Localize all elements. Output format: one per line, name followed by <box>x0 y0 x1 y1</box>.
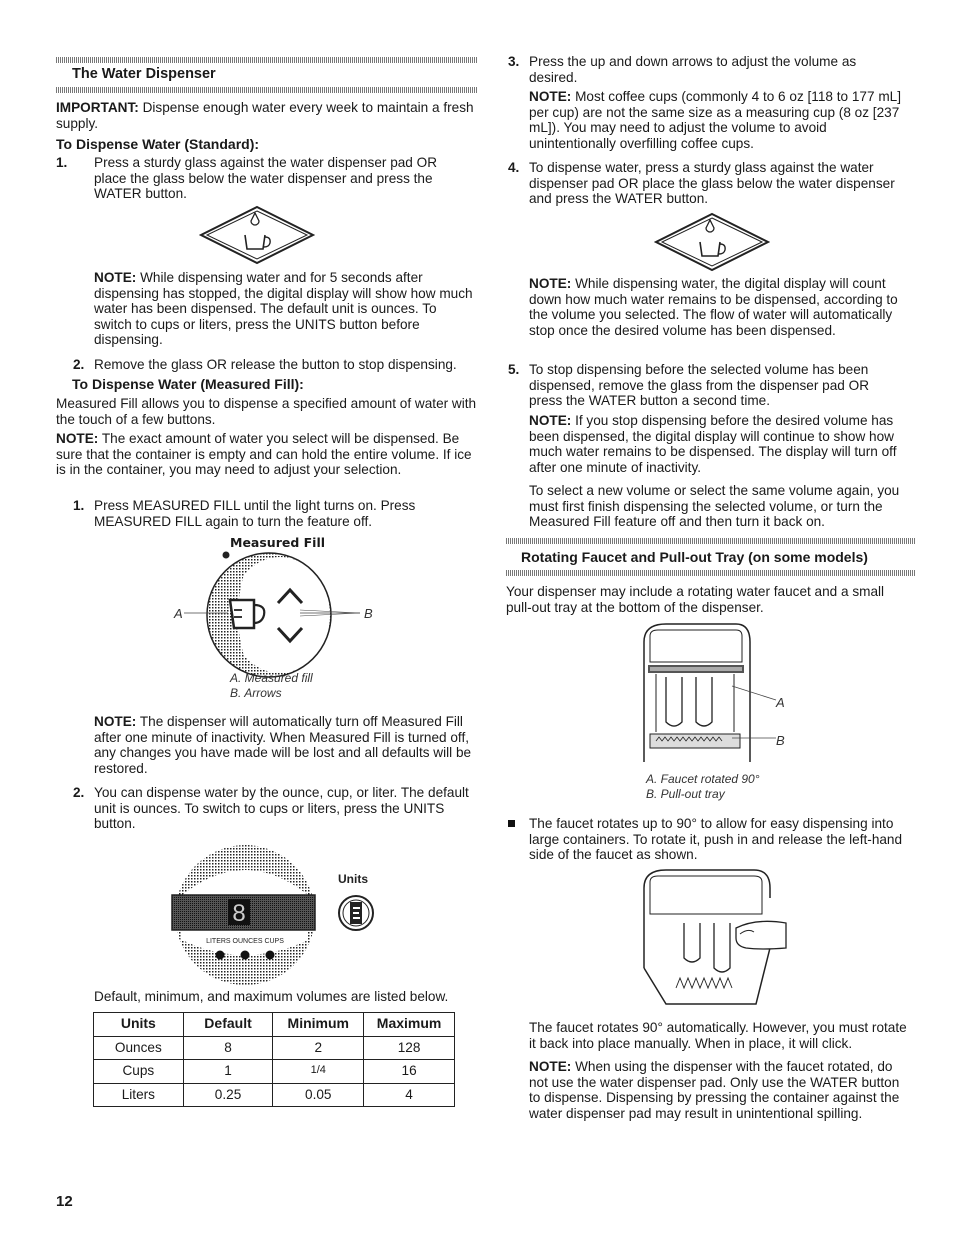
display-digit: 8 <box>232 900 246 927</box>
auto-rotate-paragraph: The faucet rotates 90° automatically. However, you must rotate it back into place manually. When in place, it will click. <box>529 1020 907 1051</box>
table-header: Minimum <box>273 1013 364 1037</box>
water-button-icon <box>654 212 770 272</box>
note-label: NOTE: <box>529 1059 572 1074</box>
ounces-indicator-icon <box>241 951 250 960</box>
note-text: Most coffee cups (commonly 4 to 6 oz [118 to 177 mL] per cup) are not the same size as a measuring cup (8 oz [237 mL]). You may need to adjust the volume to avoid unintentionally overfilling coffee cups. <box>529 89 901 151</box>
cups-indicator-icon <box>266 951 275 960</box>
section-rule-top <box>506 538 916 544</box>
table-cell: 1 <box>183 1060 273 1084</box>
step-5-note <box>529 413 914 475</box>
standard-note <box>94 270 474 348</box>
faucet-rotate-diagram <box>636 868 796 1013</box>
table-header: Default <box>183 1013 273 1037</box>
step-number: 5. <box>508 362 520 377</box>
step-number: 3. <box>508 54 520 69</box>
water-button-icon <box>199 205 315 265</box>
important-text: Dispense enough water every week to maintain a fresh supply. <box>56 100 474 131</box>
faucet-bullet: The faucet rotates up to 90° to allow for easy dispensing into large containers. To rotate it, push in and release the left-hand side of the faucet as shown. <box>529 816 903 863</box>
table-cell: 4 <box>364 1083 455 1107</box>
note-text: When using the dispenser with the faucet rotated, do not use the water dispenser pad. Only use the WATER button to dispense. Dispensing by pressing the container against the water dispenser pad may result in unintentional spilling. <box>529 1059 900 1121</box>
table-header: Maximum <box>364 1013 455 1037</box>
standard-heading: To Dispense Water (Standard): <box>56 136 260 152</box>
volumes-table <box>93 1012 455 1107</box>
step-3: Press the up and down arrows to adjust the volume as desired. <box>529 54 857 85</box>
measured-step-1: Press MEASURED FILL until the light turns on. Press MEASURED FILL again to turn the feature off. <box>94 498 416 529</box>
note-label: NOTE: <box>529 413 572 428</box>
bullet-icon <box>508 820 515 827</box>
step-5: To stop dispensing before the selected volume has been dispensed, remove the glass from the dispenser pad OR press the WATER button a second time. <box>529 362 870 409</box>
table-header-row <box>94 1013 455 1037</box>
table-cell: 0.05 <box>273 1083 364 1107</box>
measured-heading: To Dispense Water (Measured Fill): <box>72 376 304 392</box>
caption-measured-fill: A. Measured fill <box>230 671 313 685</box>
note-text: If you stop dispensing before the desired volume has been dispensed, the digital display will continue to show how much water remains to be dispensed. The display will turn off after one minute of inactivity. <box>529 413 897 475</box>
table-cell: 16 <box>364 1060 455 1084</box>
step-4: To dispense water, press a sturdy glass against the water dispenser pad OR place the glass below the water dispenser and press the WATER button. <box>529 160 895 207</box>
step-number: 4. <box>508 160 520 175</box>
units-display-diagram <box>170 845 380 985</box>
auto-off-note <box>94 714 479 776</box>
note-label: NOTE: <box>94 714 137 729</box>
standard-step-1: Press a sturdy glass against the water dispenser pad OR place the glass below the water dispenser and press the WATER button. <box>94 155 438 202</box>
measured-fill-label: Measured Fill <box>230 535 326 550</box>
table-cell: 128 <box>364 1036 455 1060</box>
table-cell: 0.25 <box>183 1083 273 1107</box>
table-header: Units <box>94 1013 184 1037</box>
note-text: While dispensing water, the digital display will count down how much water remains to be dispensed, according to the volume you selected. The flow of water will automatically stop once the desired volume has been dispensed. <box>529 276 898 338</box>
callout-a: A <box>776 695 785 710</box>
measured-note <box>56 431 476 478</box>
faucet-tray-diagram <box>636 622 796 767</box>
section-rule-bottom <box>56 87 478 93</box>
section-rule-top <box>56 57 478 63</box>
measured-intro: Measured Fill allows you to dispense a specified amount of water with the touch of a few buttons. <box>56 396 477 427</box>
step-4-note <box>529 276 909 338</box>
note-label: NOTE: <box>94 270 137 285</box>
defaults-intro: Default, minimum, and maximum volumes are listed below. <box>94 989 449 1004</box>
faucet-intro: Your dispenser may include a rotating water faucet and a small pull-out tray at the bottom of the dispenser. <box>506 584 885 615</box>
measured-fill-diagram <box>170 550 380 680</box>
step-number: 2. <box>73 785 85 800</box>
important-label: IMPORTANT: <box>56 100 139 115</box>
caption-faucet-rotated: A. Faucet rotated 90° <box>646 772 760 786</box>
note-label: NOTE: <box>529 276 572 291</box>
standard-step-2: Remove the glass OR release the button to stop dispensing. <box>94 357 457 372</box>
step-number: 1. <box>56 155 68 170</box>
table-cell: Cups <box>94 1060 184 1084</box>
display-unit-labels: LITERS OUNCES CUPS <box>206 938 284 945</box>
table-row <box>94 1060 455 1084</box>
important-paragraph <box>56 100 476 131</box>
callout-b: B <box>364 606 373 621</box>
units-label: Units <box>338 872 368 886</box>
measured-fill-light-icon <box>223 552 230 559</box>
liters-indicator-icon <box>216 951 225 960</box>
measured-step-2: You can dispense water by the ounce, cup, or liter. The default unit is ounces. To switch to cups or liters, press the UNITS button. <box>94 785 469 832</box>
table-cell: Ounces <box>94 1036 184 1060</box>
step-number: 2. <box>73 357 85 372</box>
section-title-water-dispenser: The Water Dispenser <box>72 66 216 82</box>
table-cell: 8 <box>183 1036 273 1060</box>
note-text: The exact amount of water you select will be dispensed. Be sure that the container is empty and can hold the entire volume. If ice is in the container, you may need to adjust your selection. <box>56 431 472 478</box>
table-row <box>94 1083 455 1107</box>
page-number: 12 <box>56 1193 73 1210</box>
table-cell: Liters <box>94 1083 184 1107</box>
table-row <box>94 1036 455 1060</box>
note-text: While dispensing water and for 5 seconds after dispensing has stopped, the digital display will show how much water has been dispensed. The default unit is ounces. To switch to cups or liters, press the UNITS button before dispensing. <box>94 270 473 348</box>
caption-arrows: B. Arrows <box>230 686 282 700</box>
note-text: The dispenser will automatically turn off Measured Fill after one minute of inactivity. When Measured Fill is turned off, any changes you have made will be lost and all defaults will be restored. <box>94 714 472 776</box>
note-label: NOTE: <box>56 431 99 446</box>
callout-a: A <box>174 606 183 621</box>
rotated-note <box>529 1059 914 1121</box>
step-3-note <box>529 89 914 151</box>
table-cell: 1/4 <box>273 1060 364 1084</box>
reselect-paragraph: To select a new volume or select the same volume again, you must first finish dispensing the selected volume, or turn the Measured Fill feature off and then turn it back on. <box>529 483 900 530</box>
step-number: 1. <box>73 498 85 513</box>
section-title-faucet: Rotating Faucet and Pull-out Tray (on some models) <box>521 549 868 565</box>
callout-b: B <box>776 733 785 748</box>
table-cell: 2 <box>273 1036 364 1060</box>
section-rule-bottom <box>506 570 916 576</box>
note-label: NOTE: <box>529 89 572 104</box>
caption-pull-out-tray: B. Pull-out tray <box>646 787 725 801</box>
